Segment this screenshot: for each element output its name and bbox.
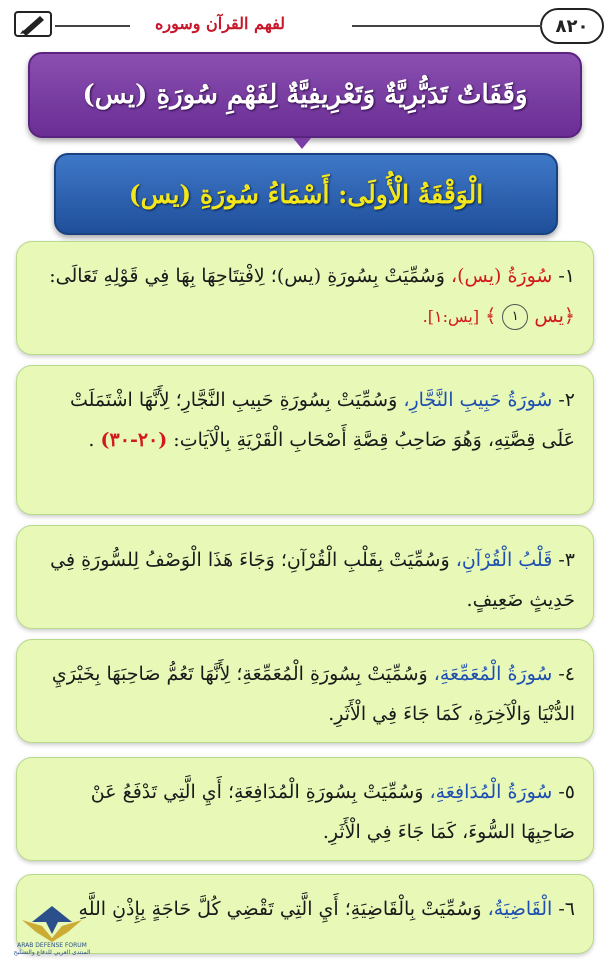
watermark-text [4, 942, 100, 956]
header-divider-left [55, 25, 130, 27]
item-text: وَسُمِّيَتْ بِسُورَةِ الْمُدَافِعَةِ؛ أَيِ الَّتِي تَدْفَعُ عَنْ صَاحِبِهَا السُّوءَ، كَمَا جَاءَ فِي الْأَثَرِ. [90, 781, 575, 843]
header-divider-right [352, 25, 542, 27]
item-name: سُورَةُ الْمُدَافِعَةِ، [429, 781, 553, 803]
item-number: ١- [558, 265, 575, 287]
verse-number-icon: ١ [502, 304, 528, 330]
item-text: وَسُمِّيَتْ بِقَلْبِ الْقُرْآنِ؛ وَجَاءَ هَذَا الْوَصْفُ لِلسُّورَةِ فِي حَدِيثٍ ضَعِيفٍ. [50, 549, 575, 611]
item-text: وَسُمِّيَتْ بِسُورَةِ (يس)؛ لِافْتِتَاحِهَا بِهَا فِي قَوْلِهِ تَعَالَى: [49, 265, 445, 287]
list-item [16, 874, 594, 954]
pen-writing-icon [14, 10, 54, 40]
main-title: وَقَفَاتٌ تَدَبُّرِيَّةٌ وَتَعْرِيفِيَّةٌ لِفَهْمِ سُورَةِ (يس) [82, 80, 528, 110]
item-name: الْقَاضِيَةُ، [487, 898, 553, 920]
ayat-range: (٢٠-٣٠) [100, 429, 168, 451]
book-title: لفهم القرآن وسوره [154, 14, 286, 33]
item-name: سُورَةُ حَبِيبِ النَّجَّارِ، [403, 389, 553, 411]
item-text-end: . [88, 429, 95, 451]
verse-reference: [يس:١]. [422, 307, 480, 326]
item-text: وَسُمِّيَتْ بِسُورَةِ حَبِيبِ النَّجَّارِ؛ لِأَنَّهَا اشْتَمَلَتْ عَلَى قِصَّتِهِ، وَهُوَ صَاحِبُ قِصَّةِ أَصْحَابِ الْقَرْيَةِ بِالْآيَاتِ: [69, 389, 575, 451]
main-title-banner [28, 52, 582, 138]
list-item [16, 241, 594, 355]
subtitle-banner [54, 153, 558, 235]
page-header [0, 0, 614, 52]
watermark-line1: ARAB DEFENSE FORUM [17, 942, 87, 949]
item-text: وَسُمِّيَتْ بِسُورَةِ الْمُعَمِّعَةِ؛ لِأَنَّهَا تَعُمُّ صَاحِبَهَا بِخَيْرَيِ الدُّنْيَا وَالْآخِرَةِ، كَمَا جَاءَ فِي الْأَثَرِ. [51, 663, 575, 725]
list-item [16, 525, 594, 629]
arrow-down-icon [293, 138, 311, 149]
page-number: ٨٢٠ [540, 8, 604, 44]
item-number: ٢- [558, 389, 575, 411]
verse-end: ﴾ [485, 305, 497, 327]
item-number: ٣- [558, 549, 575, 571]
item-name: قَلْبُ الْقُرْآنِ، [455, 549, 553, 571]
list-item [16, 757, 594, 861]
verse-text: ﴿يس [534, 305, 575, 327]
item-number: ٤- [558, 663, 575, 685]
list-item [16, 365, 594, 515]
subtitle: الْوَقْفَةُ الْأُولَى: أَسْمَاءُ سُورَةِ (يس) [128, 179, 484, 209]
item-number: ٥- [558, 781, 575, 803]
item-name: سُورَةُ الْمُعَمِّعَةِ، [433, 663, 553, 685]
item-text: وَسُمِّيَتْ بِالْقَاضِيَةِ؛ أَيِ الَّتِي تَقْضِي كُلَّ حَاجَةٍ بِإِذْنِ اللَّهِ [78, 898, 482, 920]
list-item [16, 639, 594, 743]
item-number: ٦- [558, 898, 575, 920]
watermark-line2: المنتدى العربي للدفاع والتسليح [13, 949, 91, 956]
item-name: سُورَةُ (يس)، [450, 265, 553, 287]
